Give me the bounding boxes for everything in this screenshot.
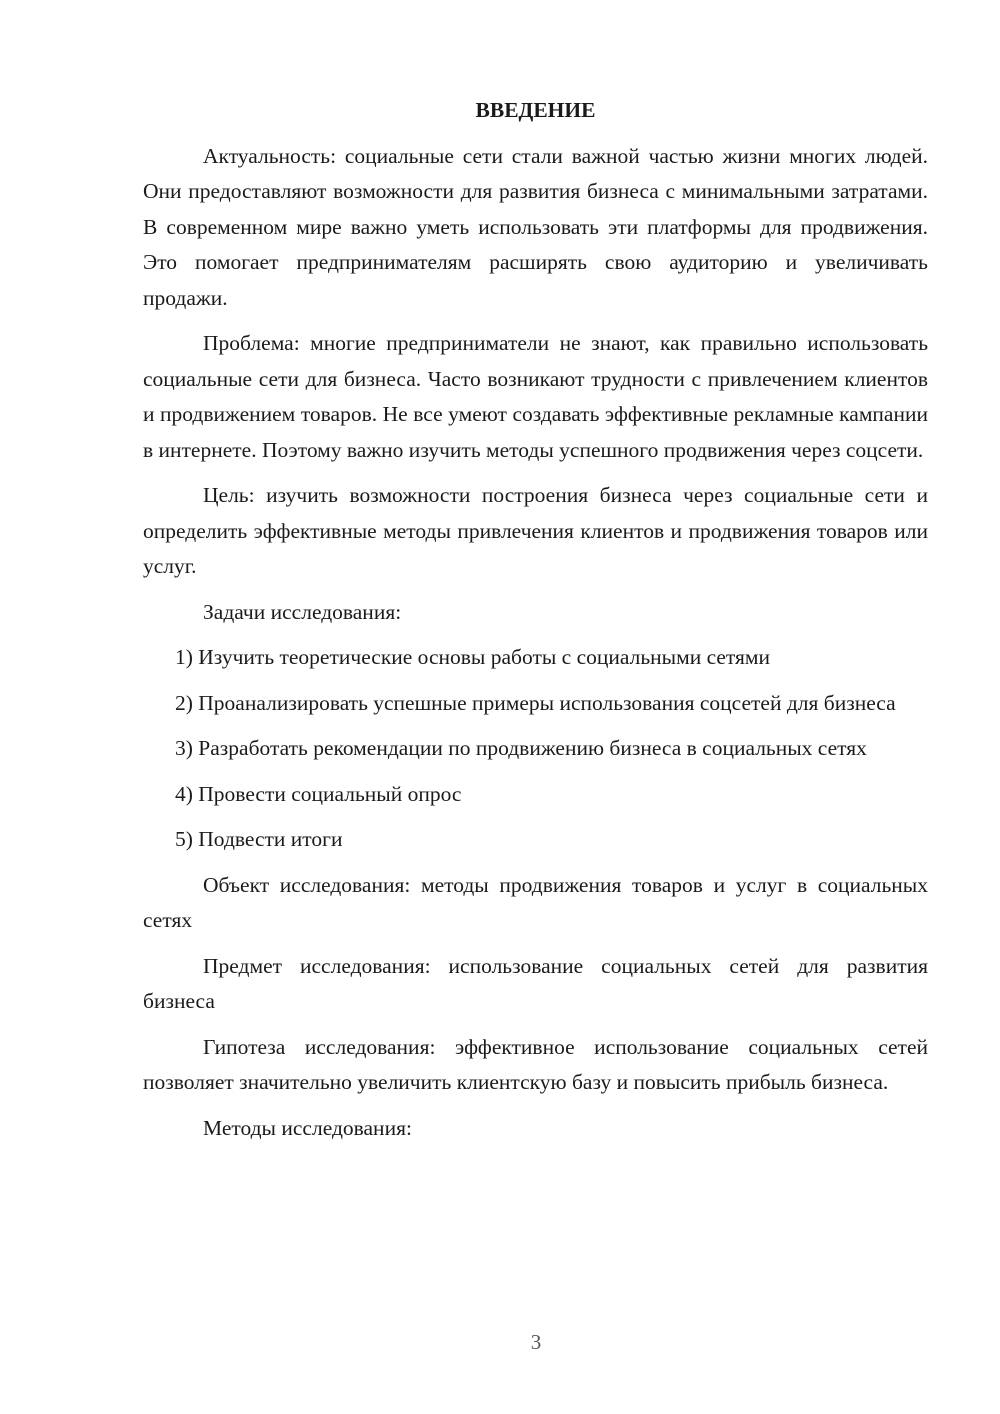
task-item-5: 5) Подвести итоги	[175, 827, 343, 851]
tasks-heading: Задачи исследования:	[203, 599, 402, 624]
document-body	[143, 93, 928, 1156]
paragraph-relevance: Актуальность: социальные сети стали важной частью жизни многих людей. Они предоставляют возможности для развития бизнеса с минимальными затратами. В современном мире важно уметь использовать эти платформы для продвижения. Это помогает предпринимателям расширять свою аудиторию и увеличивать продажи.	[143, 143, 928, 310]
task-item-2: 2) Проанализировать успешные примеры использования соцсетей для бизнеса	[175, 690, 896, 715]
task-item-1: 1) Изучить теоретические основы работы с социальными сетями	[175, 645, 771, 669]
methods-heading: Методы исследования:	[203, 1115, 412, 1140]
paragraph-goal: Цель: изучить возможности построения бизнеса через социальные сети и определить эффективные методы привлечения клиентов и продвижения товаров или услуг.	[143, 483, 928, 578]
task-item-4: 4) Провести социальный опрос	[175, 781, 462, 806]
document-title: ВВЕДЕНИЕ	[475, 98, 596, 122]
paragraph-subject: Предмет исследования: использование социальных сетей для развития бизнеса	[143, 953, 928, 1013]
page-number: 3	[530, 1330, 542, 1354]
paragraph-hypothesis: Гипотеза исследования: эффективное использование социальных сетей позволяет значительно увеличить клиентскую базу и повысить прибыль бизнеса.	[143, 1034, 928, 1094]
paragraph-problem: Проблема: многие предприниматели не знают, как правильно использовать социальные сети для бизнеса. Часто возникают трудности с привлечением клиентов и продвижением товаров. Не все умеют создавать эффективные рекламные кампании в интернете. Поэтому важно изучить методы успешного продвижения через соцсети.	[143, 331, 928, 462]
paragraph-object: Объект исследования: методы продвижения товаров и услуг в социальных сетях	[143, 872, 928, 932]
task-item-3: 3) Разработать рекомендации по продвижению бизнеса в социальных сетях	[175, 736, 867, 760]
